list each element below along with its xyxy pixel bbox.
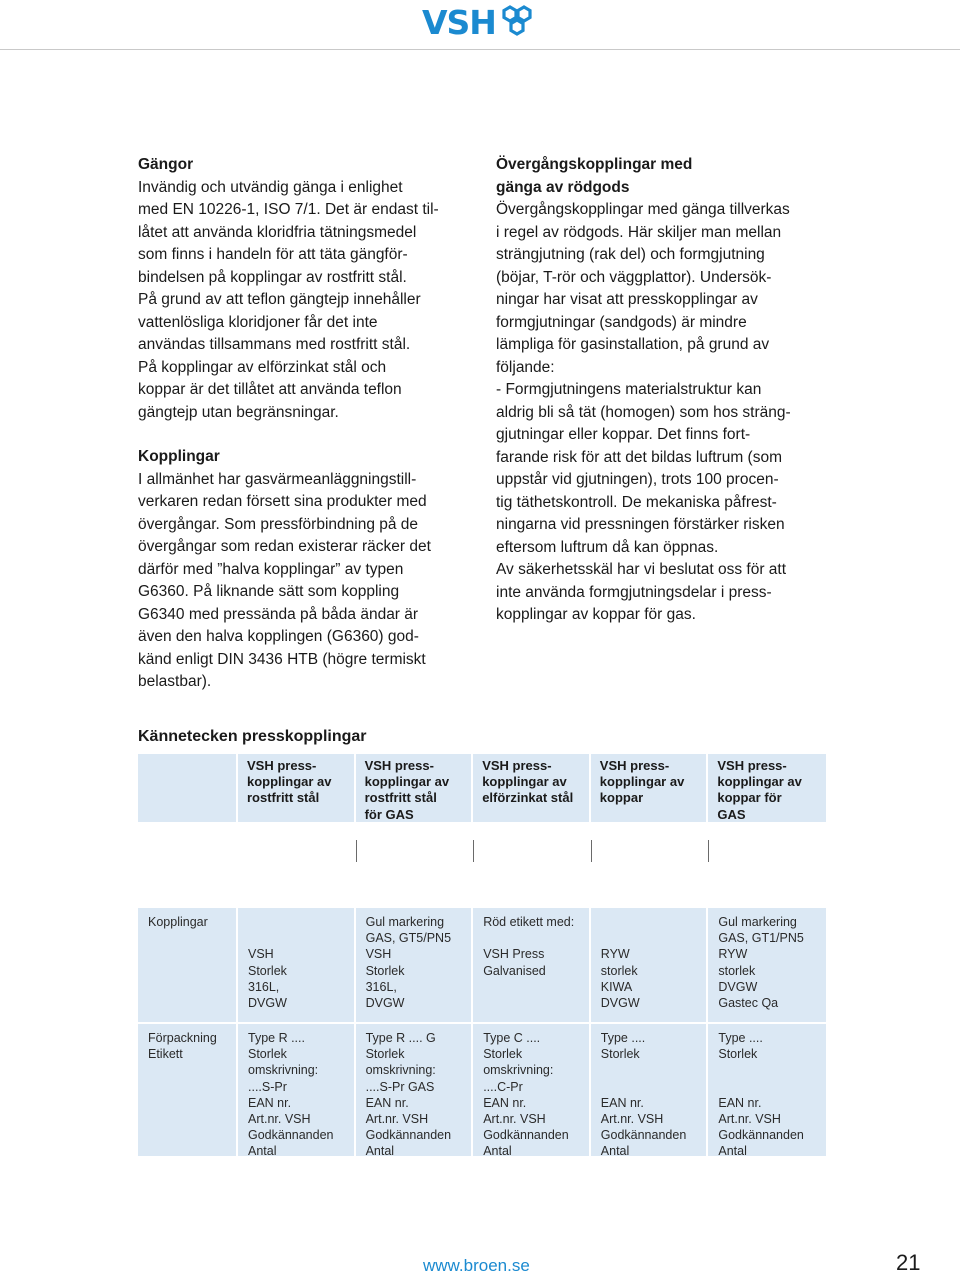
footer-url-host: broen.se: [463, 1256, 530, 1275]
table-row: [138, 1024, 826, 1158]
table-cell: Type R .... Storlek omskrivning: ....S-Pr EAN nr. Art.nr. VSH Godkännanden Antal: [238, 1024, 356, 1158]
table-cell: Röd etikett med: VSH Press Galvanised: [473, 908, 591, 1024]
footer-url[interactable]: [423, 1256, 530, 1276]
vsh-logo: [422, 2, 534, 42]
image-cell: [138, 824, 238, 908]
table-cell: Kopplingar: [138, 908, 238, 1024]
header-cell: VSH press- kopplingar av elförzinkat stål: [473, 754, 591, 824]
table-cell: Type C .... Storlek omskrivning: ....C-Pr EAN nr. Art.nr. VSH Godkännanden Antal: [473, 1024, 591, 1158]
header-cell: VSH press- kopplingar av rostfritt stål för GAS: [356, 754, 474, 824]
header-cell: VSH press- kopplingar av rostfritt stål: [238, 754, 356, 824]
image-cell: [708, 824, 826, 908]
gangor-text: Invändig och utvändig gänga i enlighet med EN 10226-1, ISO 7/1. Det är endast til- låtet att använda kloridfria tätningsmedel som finns i handeln för att täta gängför- bindelsen på kopplingar av rostfritt stål. På grund av att teflon gängtejp innehåller vattenlösliga kloridjoner får det inte användas tillsammans med rostfritt stål. På kopplingar av elförzinkat stål och koppar är det tillåtet att använda teflon gängtejp utan begränsningar.: [138, 178, 439, 421]
table-cell: Type .... Storlek EAN nr. Art.nr. VSH Godkännanden Antal: [591, 1024, 709, 1158]
table-cell: Type R .... G Storlek omskrivning: ....S-Pr GAS EAN nr. Art.nr. VSH Godkännanden Antal: [356, 1024, 474, 1158]
table-row: [138, 908, 826, 1024]
left-column: [138, 154, 478, 694]
hexagon-cluster-icon: [500, 5, 534, 39]
kopplingar-text: I allmänhet har gasvärmeanläggningstill- verkaren redan försett sina produkter med övergångar. Som pressförbindning på de övergångar som redan existerar räcker det därför med ”halva kopplingar” av typen G6360. På liknande sätt som koppling G6340 med pressända på båda ändar är även den halva kopplingen (G6360) god- känd enligt DIN 3436 HTB (högre termiskt belastbar).: [138, 470, 431, 690]
table-cell: Type .... Storlek EAN nr. Art.nr. VSH Godkännanden Antal: [708, 1024, 826, 1158]
product-image-row: [138, 824, 826, 908]
page-number: 21: [896, 1250, 921, 1275]
image-cell: [238, 824, 356, 908]
table-cell: VSH Storlek 316L, DVGW: [238, 908, 356, 1024]
header-cell: VSH press- kopplingar av koppar: [591, 754, 709, 824]
header-cell: [138, 754, 238, 824]
table-cell: RYW storlek KIWA DVGW: [591, 908, 709, 1024]
image-cell: [591, 824, 709, 908]
table-cell: Gul markering GAS, GT5/PN5 VSH Storlek 316L, DVGW: [356, 908, 474, 1024]
header-cell: VSH press- kopplingar av koppar för GAS: [708, 754, 826, 824]
header-rule: [0, 49, 960, 50]
table-cell: Förpackning Etikett: [138, 1024, 238, 1158]
overgang-text: Övergångskopplingar med gänga tillverkas i regel av rödgods. Här skiljer man mellan strängjutning (rak del) och formgjutning (böjar, T-rör och väggplattor). Undersök- ningar har visat att presskopplingar av formgjutningar (sandgods) är mindre lämpliga för gasinstallation, på grund av följande: - Formgjutningens materialstruktur kan aldrig bli så tät (homogen) som hos sträng- gjutningar eller koppar. Det finns fort- farande risk för att det bildas luftrum (som uppstår vid gjutningen), trots 100 procen- tig täthetskontroll. De mekaniska påfrest- ningarna vid pressningen förstärker risken eftersom luftrum då kan öppnas. Av säkerhetsskäl har vi beslutat oss för att inte använda formgjutningsdelar i press- kopplingar av koppar för gas.: [496, 201, 791, 623]
table-cell: Gul markering GAS, GT1/PN5 RYW storlek DVGW Gastec Qa: [708, 908, 826, 1024]
table-header-row: [138, 754, 826, 824]
footer-url-prefix: www.: [423, 1256, 464, 1275]
image-cell: [356, 824, 474, 908]
gangor-heading: Gängor: [138, 156, 194, 173]
features-table: [138, 754, 826, 1158]
image-cell: [473, 824, 591, 908]
overgang-heading: Övergångskopplingar med gänga av rödgods: [496, 156, 693, 196]
kopplingar-heading: Kopplingar: [138, 448, 220, 465]
logo-text: VSH: [422, 2, 496, 42]
right-column: [496, 154, 831, 627]
table-title: Kännetecken presskopplingar: [138, 728, 367, 745]
